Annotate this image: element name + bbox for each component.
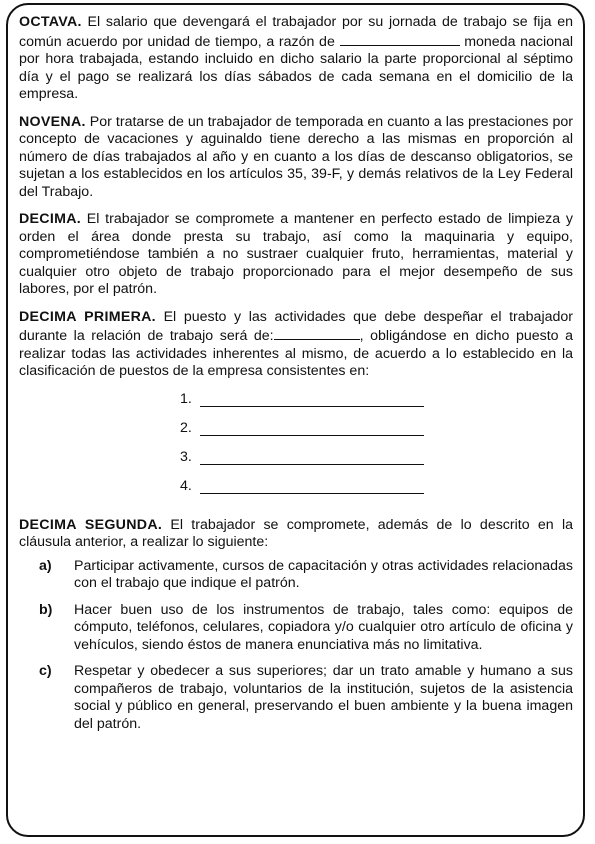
contract-page <box>6 3 585 837</box>
clause-decima: DECIMA. El trabajador se compromete a mantener en perfecto estado de limpieza y orden el área donde presta su trabajo, así como la maquinaria y equipo, comprometiéndose también a no sustraer cualquier fruto, herramientas, material y cualquier otro objeto de trabajo proporcionado para el mejor desempeño de sus labores, por el patrón. <box>19 211 573 297</box>
list-item: a) Participar activamente, cursos de capacitación y otras actividades relacionadas con el trabajo que indique el patrón. <box>39 557 573 591</box>
clause-heading: DECIMA SEGUNDA. <box>19 516 163 533</box>
clause-heading: OCTAVA. <box>19 14 82 30</box>
clause-decima-segunda: DECIMA SEGUNDA. El trabajador se compromete, además de lo descrito en la cláusula anterior, a realizar lo siguiente: <box>19 516 573 550</box>
list-item: 3. <box>180 449 573 478</box>
list-item: 2. <box>180 420 573 449</box>
list-item: 1. <box>180 391 573 420</box>
list-blank[interactable] <box>200 420 424 436</box>
clause-heading: DECIMA PRIMERA. <box>19 308 156 325</box>
clause-heading: DECIMA. <box>19 211 82 227</box>
clause-decima-primera: DECIMA PRIMERA. El puesto y las actividades que debe despeñar el trabajador durante la relación de trabajo será de: , obligándose en dicho puesto a realizar todas las actividades inherentes al mismo, de acuerdo a lo establecido en la clasificación de puestos de la empresa consistentes en: <box>19 308 573 379</box>
clause-octava: OCTAVA. El salario que devengará el trabajador por su jornada de trabajo se fija en común acuerdo por unidad de tiempo, a razón de moneda nacional por hora trabajada, estando incluido en dicho salario la parte proporcional al séptimo día y el pago se realizará los días sábados de cada semana en el domicilio de la empresa. <box>19 14 573 102</box>
list-item: 4. <box>180 478 573 507</box>
clause-heading: NOVENA. <box>19 113 86 130</box>
position-list <box>180 391 573 507</box>
obligations-list <box>19 558 573 734</box>
list-item: c) Respetar y obedecer a sus superiores; dar un trato amable y humano a sus compañeros de trabajo, voluntarios de la institución, sujetos de la asistencia social y público en general, preservando el buen ambiente y la buena imagen del patrón. <box>39 663 573 732</box>
clause-novena: NOVENA. Por tratarse de un trabajador de temporada en cuanto a las prestaciones por concepto de vacaciones y aguinaldo tiene derecho a las mismas en proporción al número de días trabajados al año y en cuanto a los días de descanso obligatorios, se sujetan a los establecidos en los artículos 35, 39-F, y demás relativos de la Ley Federal del Trabajo. <box>19 113 573 200</box>
position-blank[interactable] <box>274 326 360 340</box>
list-blank[interactable] <box>200 478 424 494</box>
salary-blank[interactable] <box>340 32 460 46</box>
list-item: b) Hacer buen uso de los instrumentos de trabajo, tales como: equipos de cómputo, teléfonos, celulares, copiadora y/o cualquier otro artículo de oficina y vehículos, siendo éstos de manera enunciativa más no limitativa. <box>39 601 573 653</box>
list-blank[interactable] <box>200 391 424 407</box>
list-blank[interactable] <box>200 449 424 465</box>
